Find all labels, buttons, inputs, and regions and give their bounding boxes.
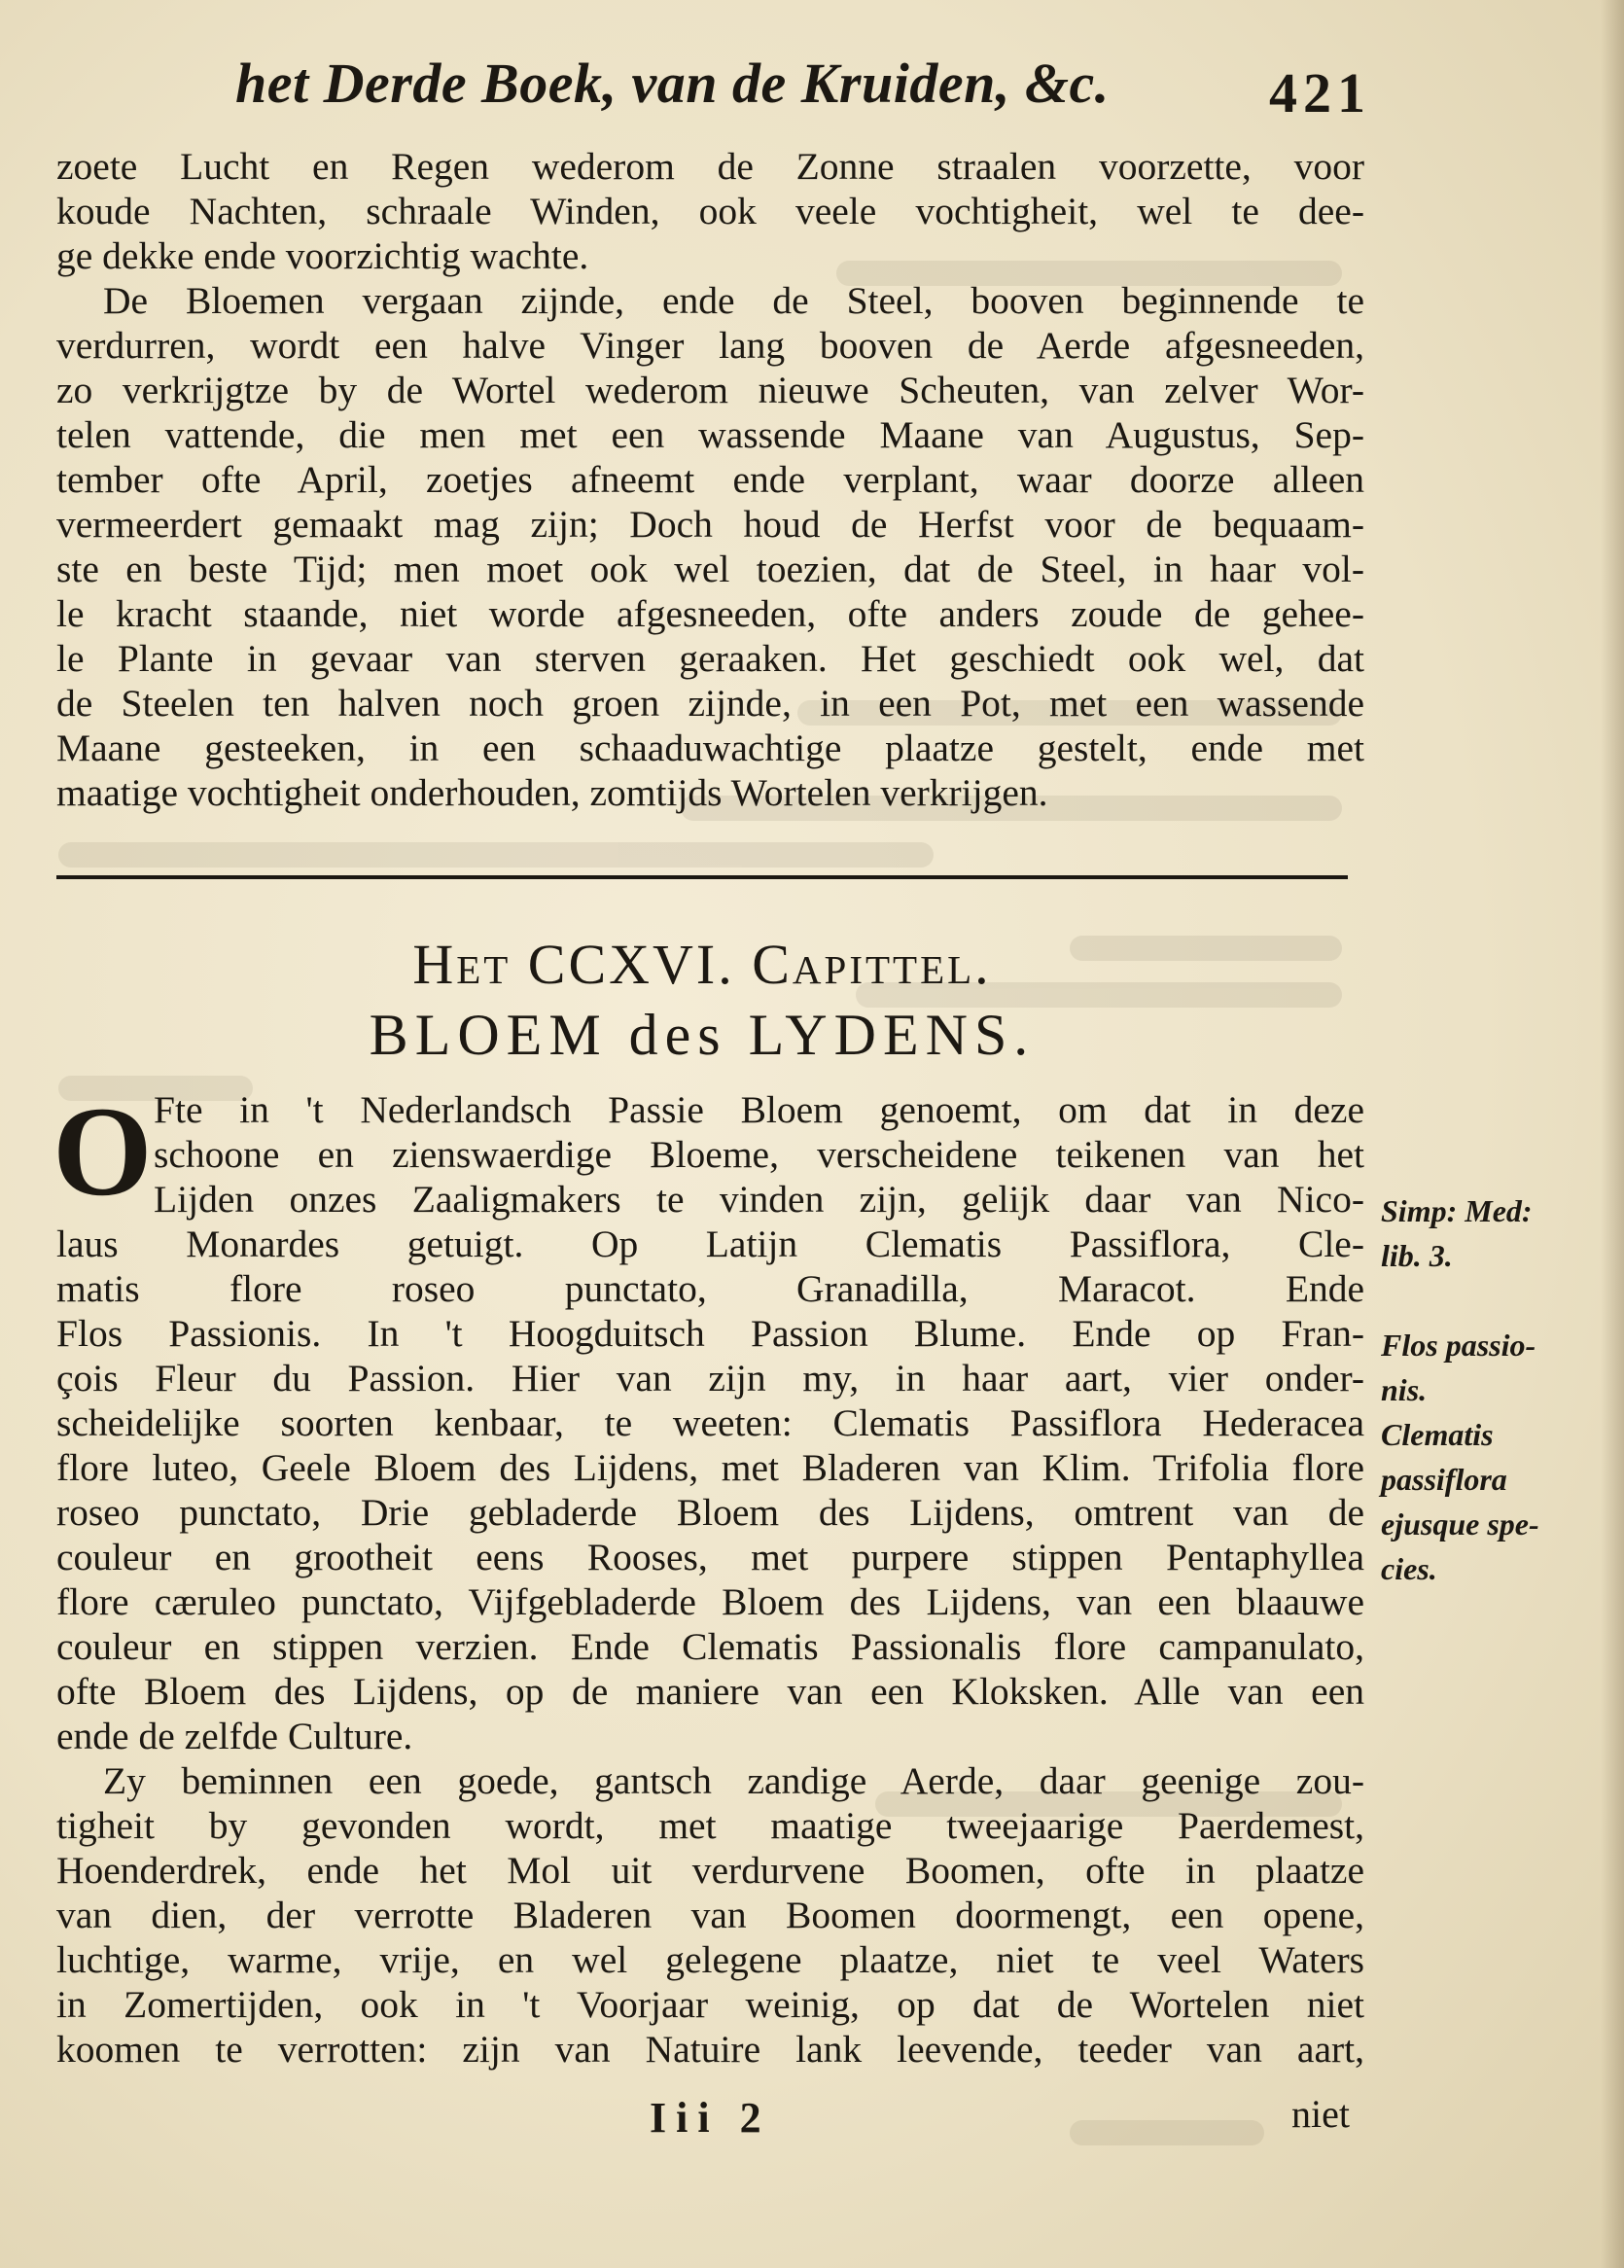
text-line: luchtige, warme, vrije, en wel gelegene plaatze, niet te veel Waters [56, 1938, 1364, 1981]
text-line: in Zomertijden, ook in 't Voorjaar weinig, op dat de Wortelen niet [56, 1983, 1364, 2026]
text-line: de Steelen ten halven noch groen zijnde, in een Pot, met een wassende [56, 682, 1364, 725]
text-line: ofte Bloem des Lijdens, op de maniere van een Kloksken. Alle van een [56, 1670, 1364, 1713]
chapter-text-block [56, 1087, 1364, 2072]
text-line: verdurren, wordt een halve Vinger lang booven de Aerde afgesneeden, [56, 324, 1364, 367]
drop-cap: O [53, 1080, 153, 1223]
text-line: le Plante in gevaar van sterven geraaken. Het geschiedt ook wel, dat [56, 637, 1364, 680]
margin-note-line: Simp: Med: [1381, 1193, 1533, 1228]
text-line: Fte in 't Nederlandsch Passie Bloem genoemt, om dat in deze [154, 1088, 1364, 1131]
text-line: flore cæruleo punctato, Vijfgebladerde Bloem des Lijdens, van een blaauwe [56, 1580, 1364, 1623]
running-head: het Derde Boek, van de Kruiden, &c. [235, 52, 1110, 115]
margin-note-line: ejusque spe- [1381, 1506, 1539, 1542]
text-line: Lijden onzes Zaaligmakers te vinden zijn, gelijk daar van Nico- [154, 1178, 1364, 1221]
text-line: Flos Passionis. In 't Hoogduitsch Passion Blume. Ende op Fran- [56, 1312, 1364, 1355]
page-number: 421 [1269, 61, 1371, 124]
text-line: couleur en grootheit eens Rooses, met purpere stippen Pentaphyllea [56, 1536, 1364, 1578]
margin-note-line: Flos passio- [1381, 1328, 1536, 1363]
text-line: ste en beste Tijd; men moet ook wel toezien, dat de Steel, in haar vol- [56, 548, 1364, 590]
margin-note-line: cies. [1381, 1551, 1437, 1586]
text-line: scheidelijke soorten kenbaar, te weeten: Clematis Passiflora Hederacea [56, 1401, 1364, 1444]
text-line: laus Monardes getuigt. Op Latijn Clematis Passiflora, Cle- [56, 1223, 1364, 1265]
margin-note-line: lib. 3. [1381, 1238, 1453, 1273]
text-line: le kracht staande, niet worde afgesneeden, ofte anders zoude de gehee- [56, 592, 1364, 635]
text-line: telen vattende, die men met een wassende Maane van Augustus, Sep- [56, 413, 1364, 456]
text-line: van dien, der verrotte Bladeren van Boomen doormengt, een opene, [56, 1894, 1364, 1936]
text-line: ende de zelfde Culture. [56, 1715, 413, 1757]
text-line: koomen te verrotten: zijn van Natuire lank leevende, teeder van aart, [56, 2028, 1364, 2071]
signature-mark: Iii 2 [650, 2094, 771, 2142]
text-line: Maane gesteeken, in een schaaduwachtige plaatze gestelt, ende met [56, 726, 1364, 769]
catchword: niet [1291, 2092, 1350, 2136]
text-line: matis flore roseo punctato, Granadilla, Maracot. Ende [56, 1267, 1364, 1310]
page-edge-shadow [1601, 0, 1624, 2268]
chapter-title: BLOEM des LYDENS. [369, 1003, 1036, 1067]
margin-note-line: passiflora [1381, 1462, 1507, 1497]
text-line: vermeerdert gemaakt mag zijn; Doch houd de Herfst voor de bequaam- [56, 503, 1364, 546]
text-line: schoone en zienswaerdige Bloeme, verscheidene teikenen van het [154, 1133, 1364, 1176]
margin-notes [1381, 1188, 1585, 1591]
text-line: zoete Lucht en Regen wederom de Zonne straalen voorzette, voor [56, 145, 1364, 188]
section-rule [56, 875, 1348, 879]
text-line: De Bloemen vergaan zijnde, ende de Steel, booven beginnende te [103, 279, 1364, 322]
text-line: tigheit by gevonden wordt, met maatige tweejaarige Paerdemest, [56, 1804, 1364, 1847]
margin-note-line: nis. [1381, 1372, 1428, 1407]
text-line: couleur en stippen verzien. Ende Clematis Passionalis flore campanulato, [56, 1625, 1364, 1668]
text-line: zo verkrijgtze by de Wortel wederom nieuwe Scheuten, van zelver Wor- [56, 369, 1364, 411]
margin-note-line: Clematis [1381, 1417, 1494, 1452]
text-line: ge dekke ende voorzichtig wachte. [56, 234, 589, 277]
text-line: Zy beminnen een goede, gantsch zandige Aerde, daar geenige zou- [103, 1759, 1364, 1802]
text-line: maatige vochtigheit onderhouden, zomtijds Wortelen verkrijgen. [56, 771, 1048, 814]
chapter-heading: Het CCXVI. Capittel. [412, 933, 992, 996]
text-line: tember ofte April, zoetjes afneemt ende verplant, waar doorze alleen [56, 458, 1364, 501]
continued-text-block [56, 144, 1364, 815]
text-line: çois Fleur du Passion. Hier van zijn my, in haar aart, vier onder- [56, 1357, 1364, 1400]
text-line: roseo punctato, Drie gebladerde Bloem des Lijdens, omtrent van de [56, 1491, 1364, 1534]
text-line: Hoenderdrek, ende het Mol uit verdurvene Boomen, ofte in plaatze [56, 1849, 1364, 1892]
text-line: flore luteo, Geele Bloem des Lijdens, met Bladeren van Klim. Trifolia flore [56, 1446, 1364, 1489]
text-line: koude Nachten, schraale Winden, ook veele vochtigheit, wel te dee- [56, 190, 1364, 232]
